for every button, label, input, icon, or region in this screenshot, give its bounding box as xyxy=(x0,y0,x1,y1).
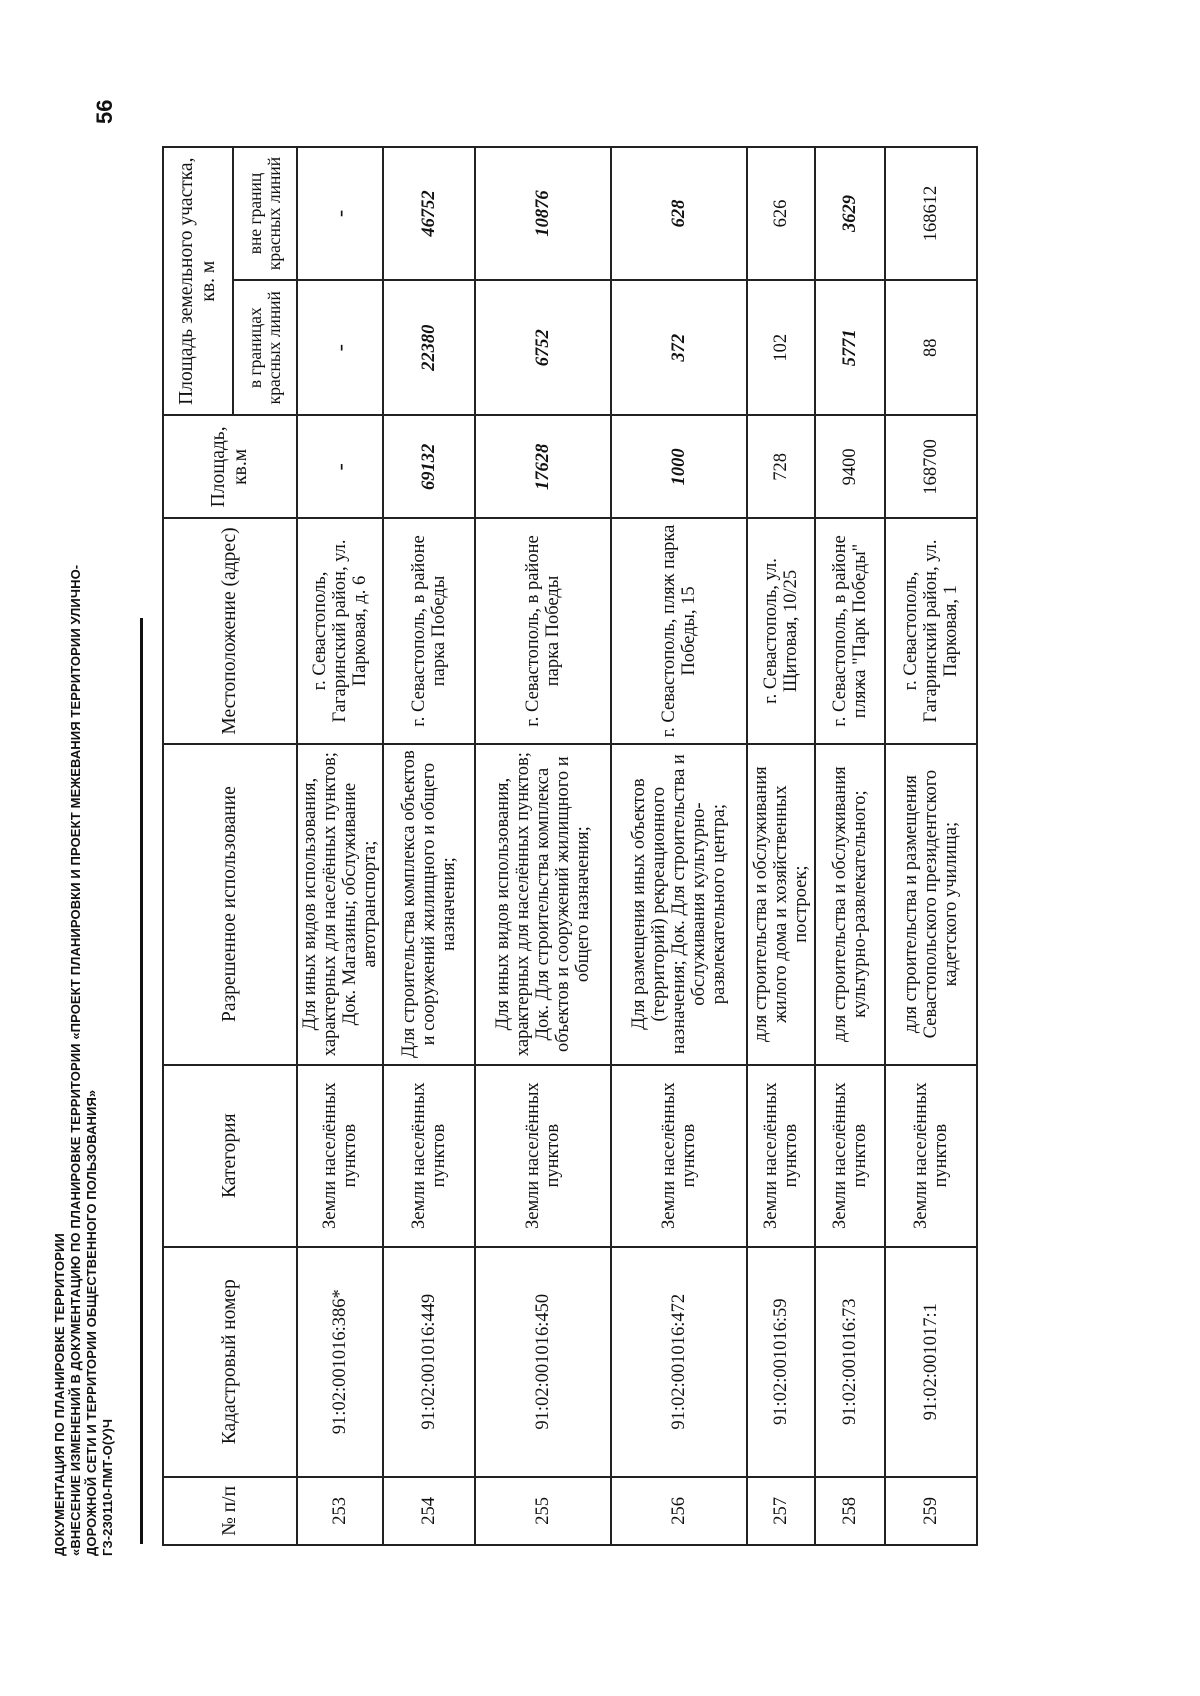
cell-num: 258 xyxy=(815,1477,885,1545)
cell-permitted-use: Для иных видов использования, характерных для населённых пунктов; Док. Для строительства комплекса объектов и сооружений жилищного и общего назначения; xyxy=(475,744,611,1065)
cell-cadastral: 91:02:001016:449 xyxy=(383,1247,475,1477)
cell-category: Земли населённых пунктов xyxy=(815,1065,885,1247)
cell-num: 253 xyxy=(297,1477,383,1545)
table-row xyxy=(747,147,815,1545)
cell-outside: 46752 xyxy=(383,147,475,280)
cell-num: 255 xyxy=(475,1477,611,1545)
land-plots-table xyxy=(162,146,978,1546)
cell-cadastral: 91:02:001016:386* xyxy=(297,1247,383,1477)
table-row xyxy=(383,147,475,1545)
cell-inside: 102 xyxy=(747,280,815,415)
cell-cadastral: 91:02:001017:1 xyxy=(885,1247,977,1477)
table-row xyxy=(475,147,611,1545)
cell-permitted-use: для строительства и обслуживания культурно-развлекательного; xyxy=(815,744,885,1065)
header-category: Категория xyxy=(163,1065,297,1247)
page-number: 56 xyxy=(92,99,117,124)
header-num: № п/п xyxy=(163,1477,297,1545)
cell-cadastral: 91:02:001016:450 xyxy=(475,1247,611,1477)
cell-inside: 5771 xyxy=(815,280,885,415)
cell-inside: 372 xyxy=(611,280,747,415)
cell-category: Земли населённых пунктов xyxy=(383,1065,475,1247)
cell-area: 9400 xyxy=(815,415,885,518)
header-land-area-group: Площадь земельного участка, кв. м xyxy=(163,147,233,415)
cell-permitted-use: для строительства и размещения Севастопольского президентского кадетского училища; xyxy=(885,744,977,1065)
cell-outside: 168612 xyxy=(885,147,977,280)
cell-num: 254 xyxy=(383,1477,475,1545)
table-row xyxy=(885,147,977,1545)
header-permitted-use: Разрешенное использование xyxy=(163,744,297,1065)
cell-num: 257 xyxy=(747,1477,815,1545)
cell-category: Земли населённых пунктов xyxy=(297,1065,383,1247)
table-row xyxy=(297,147,383,1545)
cell-location: г. Севастополь, Гагаринский район, ул. Парковая, д. 6 xyxy=(297,518,383,743)
header-line-title: ДОКУМЕНТАЦИЯ ПО ПЛАНИРОВКЕ ТЕРРИТОРИИ xyxy=(52,1233,67,1556)
cell-num: 259 xyxy=(885,1477,977,1545)
cell-permitted-use: для строительства и обслуживания жилого дома и хозяйственных построек; xyxy=(747,744,815,1065)
cell-permitted-use: Для строительства комплекса объектов и сооружений жилищного и общего назначения; xyxy=(383,744,475,1065)
cell-outside: 626 xyxy=(747,147,815,280)
header-rule xyxy=(140,618,143,1544)
cell-permitted-use: Для иных видов использования, характерных для населённых пунктов; Док. Магазины; обслуживание автотранспорта; xyxy=(297,744,383,1065)
table-row xyxy=(611,147,747,1545)
cell-inside: - xyxy=(297,280,383,415)
cell-num: 256 xyxy=(611,1477,747,1545)
cell-area: 728 xyxy=(747,415,815,518)
cell-location: г. Севастополь, пляж парка Победы, 15 xyxy=(611,518,747,743)
land-plots-table-wrap xyxy=(162,146,978,1546)
cell-location: г. Севастополь, в районе парка Победы xyxy=(475,518,611,743)
cell-category: Земли населённых пунктов xyxy=(885,1065,977,1247)
cell-cadastral: 91:02:001016:472 xyxy=(611,1247,747,1477)
cell-permitted-use: Для размещения иных объектов (территорий) рекреационного назначения; Док. Для строительства и обслуживания культурно-развлекательного центра; xyxy=(611,744,747,1065)
cell-location: г. Севастополь, ул. Щитовая, 10/25 xyxy=(747,518,815,743)
header-outside-red-lines: вне границ красных линий xyxy=(233,147,297,280)
cell-area: 1000 xyxy=(611,415,747,518)
cell-location: г. Севастополь, Гагаринский район, ул. Парковая, 1 xyxy=(885,518,977,743)
cell-category: Земли населённых пунктов xyxy=(611,1065,747,1247)
cell-area: 69132 xyxy=(383,415,475,518)
cell-outside: - xyxy=(297,147,383,280)
cell-area: 168700 xyxy=(885,415,977,518)
cell-cadastral: 91:02:001016:73 xyxy=(815,1247,885,1477)
cell-category: Земли населённых пунктов xyxy=(747,1065,815,1247)
header-cadastral: Кадастровый номер xyxy=(163,1247,297,1477)
header-area: Площадь, кв.м xyxy=(163,415,297,518)
cell-cadastral: 91:02:001016:59 xyxy=(747,1247,815,1477)
header-inside-red-lines: в границах красных линий xyxy=(233,280,297,415)
cell-location: г. Севастополь, в районе парка Победы xyxy=(383,518,475,743)
cell-inside: 22380 xyxy=(383,280,475,415)
header-line-subtitle-cont: ДОРОЖНОЙ СЕТИ И ТЕРРИТОРИИ ОБЩЕСТВЕННОГО ПОЛЬЗОВАНИЯ» xyxy=(84,1089,99,1556)
table-row xyxy=(815,147,885,1545)
header-location: Местоположение (адрес) xyxy=(163,518,297,743)
cell-location: г. Севастополь, в районе пляжа "Парк Победы" xyxy=(815,518,885,743)
cell-area: - xyxy=(297,415,383,518)
cell-outside: 10876 xyxy=(475,147,611,280)
header-line-code: ГЗ-230110-ПМТ-О(У)Ч xyxy=(100,1418,115,1556)
cell-inside: 6752 xyxy=(475,280,611,415)
cell-outside: 628 xyxy=(611,147,747,280)
cell-category: Земли населённых пунктов xyxy=(475,1065,611,1247)
cell-outside: 3629 xyxy=(815,147,885,280)
header-line-subtitle: «ВНЕСЕНИЕ ИЗМЕНЕНИЙ В ДОКУМЕНТАЦИЮ ПО ПЛАНИРОВКЕ ТЕРРИТОРИИ «ПРОЕКТ ПЛАНИРОВКИ И ПРОЕКТ МЕЖЕВАНИЯ ТЕРРИТОРИИ УЛИЧНО- xyxy=(68,564,83,1556)
cell-inside: 88 xyxy=(885,280,977,415)
cell-area: 17628 xyxy=(475,415,611,518)
header-row xyxy=(163,147,233,1545)
